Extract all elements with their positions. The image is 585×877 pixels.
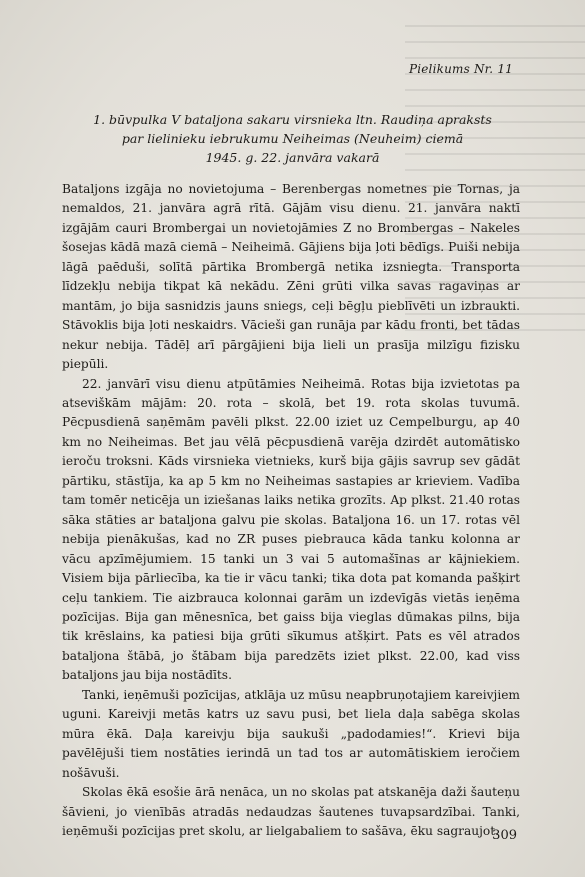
body-text (62, 180, 520, 841)
paragraph-4: Skolas ēkā esošie ārā nenāca, un no skolas pat atskanēja daži šauteņu šāvieni, jo vienībās atradās nedaudzas šautenes tuvapsardzībai. Tanki, ieņēmuši pozīcijas pret skolu, ar lielgabaliem to sašāva, ēku sagraujot. (62, 785, 520, 838)
paragraph-3: Tanki, ieņēmuši pozīcijas, atklāja uz mūsu neapbruņotajiem kareivjiem uguni. Kareivji metās katrs uz savu pusi, bet liela daļa sabēga skolas mūra ēkā. Daļa kareivju bija saukuši „padodamies!“. Krievi bija pavēlējuši tiem nostāties ierindā un tad tos ar automātiskiem ieročiem nošāvuši. (62, 687, 520, 780)
page-number: 309 (492, 828, 517, 843)
document-heading (40, 110, 545, 167)
heading-line-3: 1945. g. 22. janvāra vakarā (205, 150, 380, 165)
heading-line-2: par lielinieku iebrukumu Neiheimas (Neuheim) ciemā (121, 131, 464, 146)
paragraph-2: 22. janvārī visu dienu atpūtāmies Neiheimā. Rotas bija izvietotas pa atseviškām mājām: 20. rota – skolā, bet 19. rota skolas tuvumā. Pēcpusdienā saņēmām pavēli plkst. 22.00 iziet uz Cempelburgu, ap 40 km no Neiheimas. Bet jau vēlā pēcpusdienā varēja dzirdēt automātisko ieroču troksni. Kāds virsnieka vietnieks, kurš bija gājis savrup sev gādāt pārtiku, stāstīja, ka ap 5 km no Neiheimas sastapies ar krieviem. Vadība tam tomēr neticēja un iziešanas laiks netika grozīts. Ap plkst. 21.40 rotas sāka stāties ar bataljona galvu pie skolas. Bataljona 16. un 17. rotas vēl nebija pienākušas, kad no ZR puses piebrauca kāda tanku kolonna ar vācu apzīmējumiem. 15 tanki un 3 vai 5 automašīnas ar kājniekiem. Visiem bija pārliecība, ka tie ir vācu tanki; tika dota pat komanda pašķirt ceļu tankiem. Tie aizbrauca kolonnai garām un izdevīgās vietās ieņēma pozīcijas. Bija gan mēnesnīca, bet gaiss bija vieglas dūmakas pilns, bija tik krēslains, ka patiesi bija grūti sīkumus atšķirt. Pats es vēl atrados bataljona štābā, jo štābam bija paredzēts iziet plkst. 22.00, kad viss bataljons jau bija nostādīts. (62, 376, 520, 683)
appendix-label: Pielikums Nr. 11 (408, 62, 513, 76)
paragraph-1: Bataljons izgāja no novietojuma – Berenbergas nometnes pie Tornas, ja nemaldos, 21. janvāra agrā rītā. Gājām visu dienu. 21. janvāra naktī izgājām cauri Brombergai un novietojāmies Z no Brombergas – Nakeles šosejas kādā mazā ciemā – Neiheimā. Gājiens bija ļoti bēdīgs. Puiši nebija lāgā paēduši, solītā pārtika Brombergā netika izsniegta. Transporta līdzekļu nebija tikpat kā nekādu. Zēni grūti vilka savas ragaviņas ar mantām, jo bija sasnidzis jauns sniegs, ceļi bēgļu pieblīvēti un izbraukti. Stāvoklis bija ļoti neskaidrs. Vācieši gan runāja par kādu fronti, bet tādas nekur nebija. Tādēļ arī pārgājieni bija lieli un prasīja milzīgu fizisku piepūli. (62, 182, 520, 372)
heading-line-1: 1. būvpulka V bataljona sakaru virsnieka ltn. Raudiņa apraksts (93, 112, 492, 127)
